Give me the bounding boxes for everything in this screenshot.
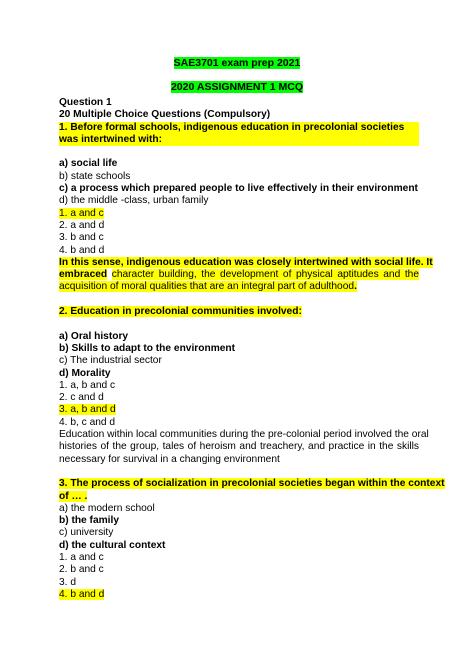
q1-explanation-period: . [354, 281, 357, 293]
assignment-title-row [0, 81, 474, 93]
q3-answer-1: 1. a and c [59, 551, 104, 563]
question-3-stem-line-2-text: of … . [59, 490, 88, 502]
q2-explanation-line-1: Education within local communities during the pre-colonial period involved the oral [59, 429, 429, 441]
q2-explanation-line-3: necessary for survival in a changing environment [59, 453, 280, 465]
q1-explanation-line-1 [59, 256, 433, 269]
q1-option-a: a) social life [59, 158, 118, 170]
q2-answer-2: 2. c and d [59, 392, 104, 404]
q3-answer-3: 3. d [59, 576, 76, 588]
assignment-title: 2020 ASSIGNMENT 1 MCQ [170, 81, 304, 93]
q1-option-d: d) the middle -class, urban family [59, 195, 209, 207]
q1-option-c: c) a process which prepared people to live effectively in their environment [59, 183, 418, 195]
question-heading: Question 1 [59, 97, 112, 108]
question-3-stem-line-1 [59, 478, 445, 490]
q2-answer-1: 1. a, b and c [59, 379, 116, 391]
q3-option-c: c) university [59, 527, 114, 539]
question-1-stem-line-2: was intertwined with: [59, 133, 163, 145]
q1-answer-1-correct: 1. a and c [59, 207, 104, 219]
question-2-stem: 2. Education in precolonial communities involved: [59, 306, 302, 318]
q2-option-a: a) Oral history [59, 330, 129, 342]
q1-explanation-line-2-text: character building, the development of physical aptitudes and the [111, 269, 419, 281]
q1-option-b: b) state schools [59, 170, 131, 182]
q3-option-a: a) the modern school [59, 502, 155, 514]
document-body [59, 97, 445, 601]
q1-explanation-line-3-text: acquisition of moral qualities that are an integral part of adulthood [59, 281, 355, 293]
q1-explanation-line-1-text: In this sense, indigenous education was closely intertwined with social life. It [59, 256, 433, 268]
question-1-stem-line-1: 1. Before formal schools, indigenous education in precolonial societies [59, 121, 405, 133]
document-title-row [0, 57, 474, 69]
q1-answer-1-row [59, 208, 419, 220]
q3-option-d: d) the cultural context [59, 539, 166, 551]
instructions: 20 Multiple Choice Questions (Compulsory) [59, 109, 271, 121]
q1-explanation-line-2 [59, 269, 419, 281]
q2-option-d: d) Morality [59, 367, 111, 379]
q2-answer-4: 4. b, c and d [59, 416, 116, 428]
q3-answer-2: 2. b and c [59, 564, 104, 576]
question-3-stem-line-1-text: 3. The process of socialization in precolonial societies began within the context [59, 478, 445, 490]
q2-explanation [59, 429, 429, 466]
q2-option-c: c) The industrial sector [59, 355, 162, 367]
document-title: SAE3701 exam prep 2021 [173, 57, 301, 69]
question-2-stem-row [59, 306, 419, 318]
q2-explanation-line-2: histories of the group, tales of heroism and treachery, and practice in the skills [59, 441, 419, 453]
q2-option-b: b) Skills to adapt to the environment [59, 342, 236, 354]
q2-answer-3-correct: 3. a, b and d [59, 404, 116, 416]
q3-answer-4-row [59, 589, 419, 601]
q1-explanation [59, 256, 433, 294]
q3-answer-4-correct: 4. b and d [59, 588, 105, 600]
question-3-stem [59, 478, 445, 503]
q1-explanation-embraced: embraced [59, 269, 108, 281]
question-1-stem [59, 122, 419, 147]
q3-option-b: b) the family [59, 515, 120, 527]
q2-answer-3-row [59, 404, 419, 416]
q1-answer-4: 4. b and d [59, 244, 105, 256]
q1-answer-3: 3. b and c [59, 232, 104, 244]
question-3-stem-line-2 [59, 491, 419, 503]
q1-answer-2: 2. a and d [59, 219, 105, 231]
q1-explanation-line-3 [59, 281, 419, 293]
